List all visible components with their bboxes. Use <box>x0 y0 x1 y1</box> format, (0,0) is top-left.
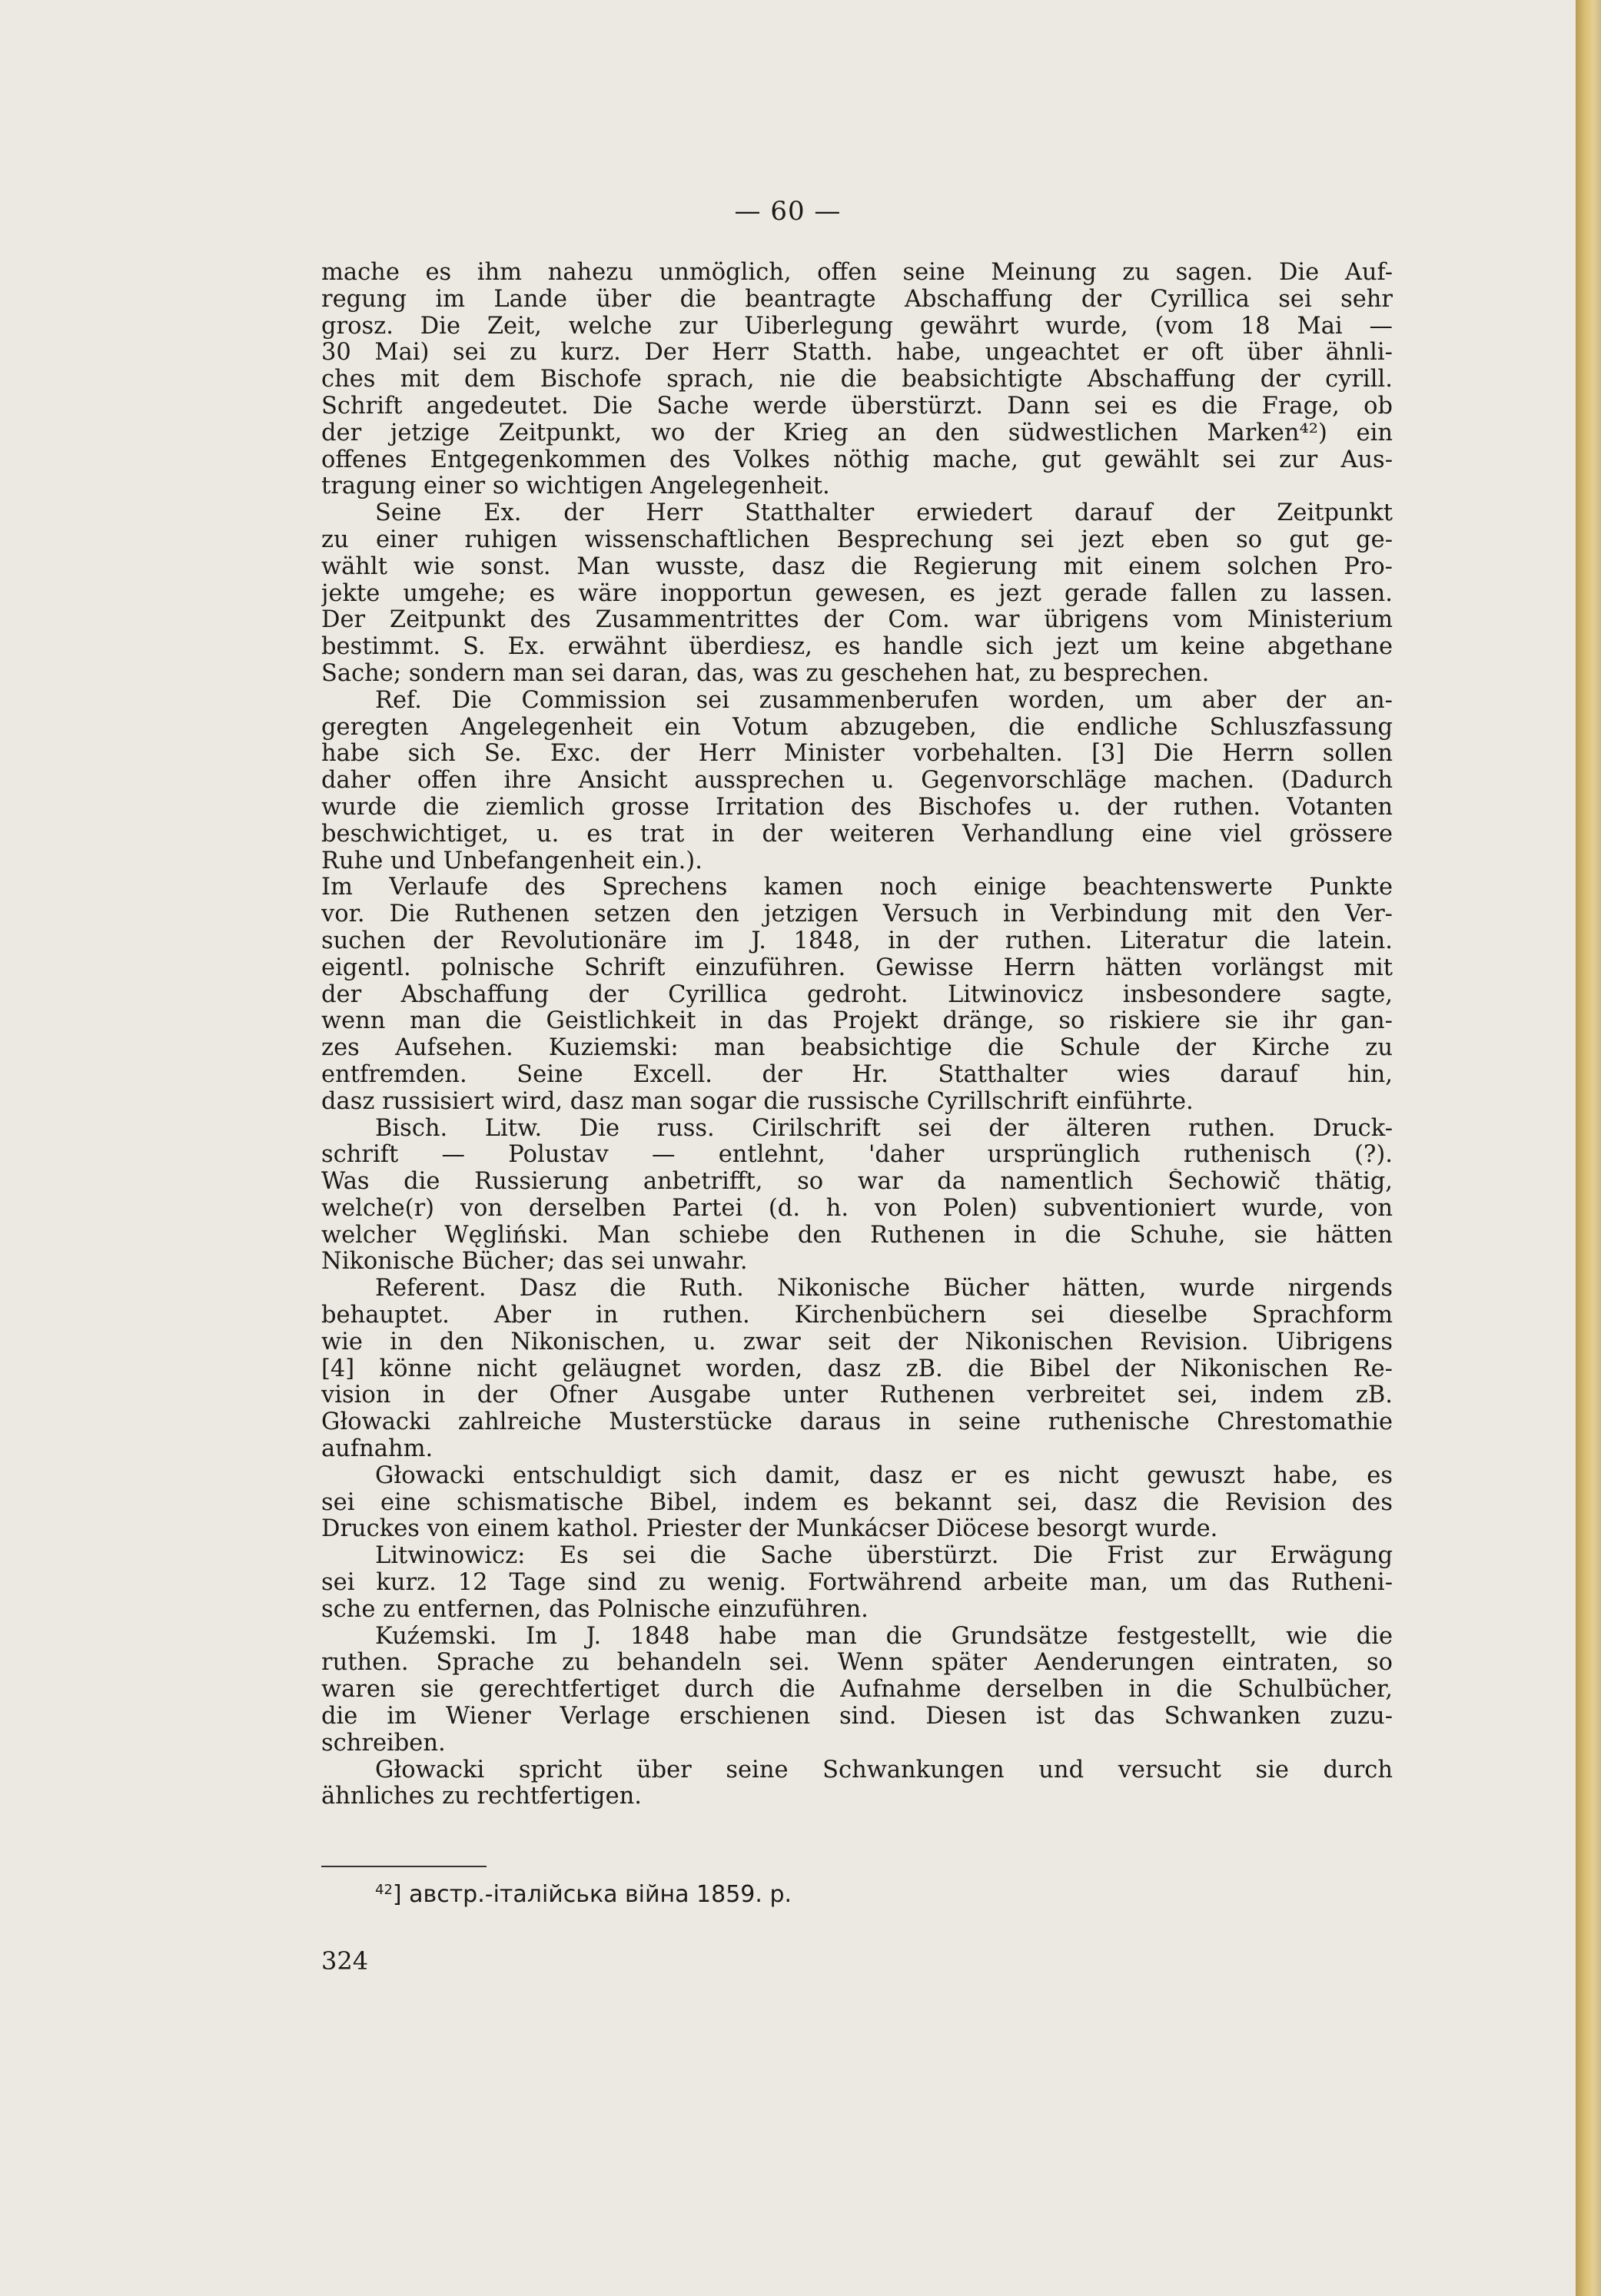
text-line: [4] könne nicht geläugnet worden, dasz zB. die Bibel der Nikonischen Re- <box>321 1355 1393 1382</box>
text-line: Was die Russierung anbetrifft, so war da namentlich Šechowič thätig, <box>321 1169 1393 1196</box>
text-line: Głowacki zahlreiche Musterstücke daraus in seine ruthenische Chrestomathie <box>321 1409 1393 1436</box>
text-line: der Abschaffung der Cyrillica gedroht. Litwinovicz insbesondere sagte, <box>321 981 1393 1008</box>
text-line: ches mit dem Bischofe sprach, nie die beabsichtigte Abschaffung der cyrill. <box>321 367 1393 393</box>
text-line: schrift — Polustav — entlehnt, 'daher ursprünglich ruthenisch (?). <box>321 1142 1393 1169</box>
text-line: Głowacki entschuldigt sich damit, dasz er es nicht gewuszt habe, es <box>375 1462 1393 1489</box>
text-line: suchen der Revolutionäre im J. 1848, in der ruthen. Literatur die latein. <box>321 927 1393 954</box>
text-line: zes Aufsehen. Kuziemski: man beabsichtige die Schule der Kirche zu <box>321 1035 1393 1062</box>
text-line: ähnliches zu rechtfertigen. <box>321 1783 642 1810</box>
body-text <box>321 260 1393 1810</box>
footnote <box>375 1881 792 1908</box>
text-line: Głowacki spricht über seine Schwankungen und versucht sie durch <box>375 1757 1393 1783</box>
text-line: Nikonische Bücher; das sei unwahr. <box>321 1249 748 1276</box>
footnote-marker: 42 <box>375 1882 393 1898</box>
archive-page-number: 324 <box>321 1946 369 1976</box>
footnote-text: ] австр.-італійська війна 1859. р. <box>392 1881 792 1908</box>
text-line: habe sich Se. Exc. der Herr Minister vorbehalten. [3] Die Herrn sollen <box>321 741 1393 768</box>
text-line: der jetzige Zeitpunkt, wo der Krieg an den südwestlichen Marken⁴²) ein <box>321 420 1393 446</box>
text-line: aufnahm. <box>321 1436 433 1463</box>
text-line: mache es ihm nahezu unmöglich, offen seine Meinung zu sagen. Die Auf- <box>321 260 1393 286</box>
text-line: daher offen ihre Ansicht aussprechen u. Gegenvorschläge machen. (Dadurch <box>321 768 1393 795</box>
text-line: die im Wiener Verlage erschienen sind. Diesen ist das Schwanken zuzu- <box>321 1704 1393 1730</box>
text-line: Druckes von einem kathol. Priester der Munkácser Diöcese besorgt wurde. <box>321 1516 1218 1543</box>
page-edge <box>1576 0 1601 2296</box>
text-line: grosz. Die Zeit, welche zur Uiberlegung gewährt wurde, (vom 18 Mai — <box>321 313 1393 340</box>
text-line: vision in der Ofner Ausgabe unter Ruthenen verbreitet sei, indem zB. <box>321 1382 1393 1409</box>
text-line: Ruhe und Unbefangenheit ein.). <box>321 848 703 874</box>
text-line: behauptet. Aber in ruthen. Kirchenbüchern sei dieselbe Sprachform <box>321 1302 1393 1329</box>
text-line: sei kurz. 12 Tage sind zu wenig. Fortwährend arbeite man, um das Rutheni- <box>321 1570 1393 1597</box>
text-line: wurde die ziemlich grosse Irritation des Bischofes u. der ruthen. Votanten <box>321 794 1393 821</box>
text-line: tragung einer so wichtigen Angelegenheit. <box>321 473 830 500</box>
page-number: — 60 — <box>734 196 842 227</box>
text-line: Ref. Die Commission sei zusammenberufen worden, um aber der an- <box>375 687 1393 714</box>
footnote-rule <box>321 1866 487 1867</box>
text-line: zu einer ruhigen wissenschaftlichen Besprechung sei jezt eben so gut ge- <box>321 526 1393 553</box>
text-line: offenes Entgegenkommen des Volkes nöthig mache, gut gewählt sei zur Aus- <box>321 446 1393 473</box>
text-line: bestimmt. S. Ex. erwähnt überdiesz, es handle sich jezt um keine abgethane <box>321 634 1393 661</box>
text-line: sche zu entfernen, das Polnische einzuführen. <box>321 1596 869 1623</box>
text-line: Litwinowicz: Es sei die Sache überstürzt. Die Frist zur Erwägung <box>375 1543 1393 1570</box>
text-line: Schrift angedeutet. Die Sache werde überstürzt. Dann sei es die Frage, ob <box>321 393 1393 420</box>
text-line: ruthen. Sprache zu behandeln sei. Wenn später Aenderungen eintraten, so <box>321 1650 1393 1677</box>
text-line: Sache; sondern man sei daran, das, was zu geschehen hat, zu besprechen. <box>321 660 1210 687</box>
text-line: 30 Mai) sei zu kurz. Der Herr Statth. habe, ungeachtet er oft über ähnli- <box>321 340 1393 367</box>
text-line: Seine Ex. der Herr Statthalter erwiedert darauf der Zeitpunkt <box>375 500 1393 527</box>
text-line: entfremden. Seine Excell. der Hr. Statthalter wies darauf hin, <box>321 1061 1393 1088</box>
text-line: Bisch. Litw. Die russ. Cirilschrift sei der älteren ruthen. Druck- <box>375 1115 1393 1142</box>
text-line: welcher Węgliński. Man schiebe den Ruthenen in die Schuhe, sie hätten <box>321 1222 1393 1249</box>
text-line: beschwichtiget, u. es trat in der weiteren Verhandlung eine viel grössere <box>321 821 1393 848</box>
text-line: vor. Die Ruthenen setzen den jetzigen Versuch in Verbindung mit den Ver- <box>321 901 1393 928</box>
text-line: dasz russisiert wird, dasz man sogar die russische Cyrillschrift einführte. <box>321 1088 1194 1115</box>
text-line: wenn man die Geistlichkeit in das Projekt dränge, so riskiere sie ihr gan- <box>321 1008 1393 1035</box>
text-line: wie in den Nikonischen, u. zwar seit der Nikonischen Revision. Uibrigens <box>321 1329 1393 1355</box>
text-line: eigentl. polnische Schrift einzuführen. Gewisse Herrn hätten vorlängst mit <box>321 954 1393 981</box>
text-line: Kuźemski. Im J. 1848 habe man die Grundsätze festgestellt, wie die <box>375 1623 1393 1650</box>
text-line: schreiben. <box>321 1730 446 1757</box>
text-line: sei eine schismatische Bibel, indem es bekannt sei, dasz die Revision des <box>321 1489 1393 1516</box>
text-line: Der Zeitpunkt des Zusammentrittes der Com. war übrigens vom Ministerium <box>321 607 1393 634</box>
text-line: Referent. Dasz die Ruth. Nikonische Bücher hätten, wurde nirgends <box>375 1276 1393 1302</box>
text-line: wählt wie sonst. Man wusste, dasz die Regierung mit einem solchen Pro- <box>321 553 1393 580</box>
text-line: geregten Angelegenheit ein Votum abzugeben, die endliche Schluszfassung <box>321 714 1393 741</box>
text-line: Im Verlaufe des Sprechens kamen noch einige beachtenswerte Punkte <box>321 874 1393 901</box>
text-line: waren sie gerechtfertiget durch die Aufnahme derselben in die Schulbücher, <box>321 1677 1393 1704</box>
text-line: jekte umgehe; es wäre inopportun gewesen, es jezt gerade fallen zu lassen. <box>321 580 1393 607</box>
text-line: welche(r) von derselben Partei (d. h. von Polen) subventioniert wurde, von <box>321 1195 1393 1222</box>
text-line: regung im Lande über die beantragte Abschaffung der Cyrillica sei sehr <box>321 286 1393 313</box>
